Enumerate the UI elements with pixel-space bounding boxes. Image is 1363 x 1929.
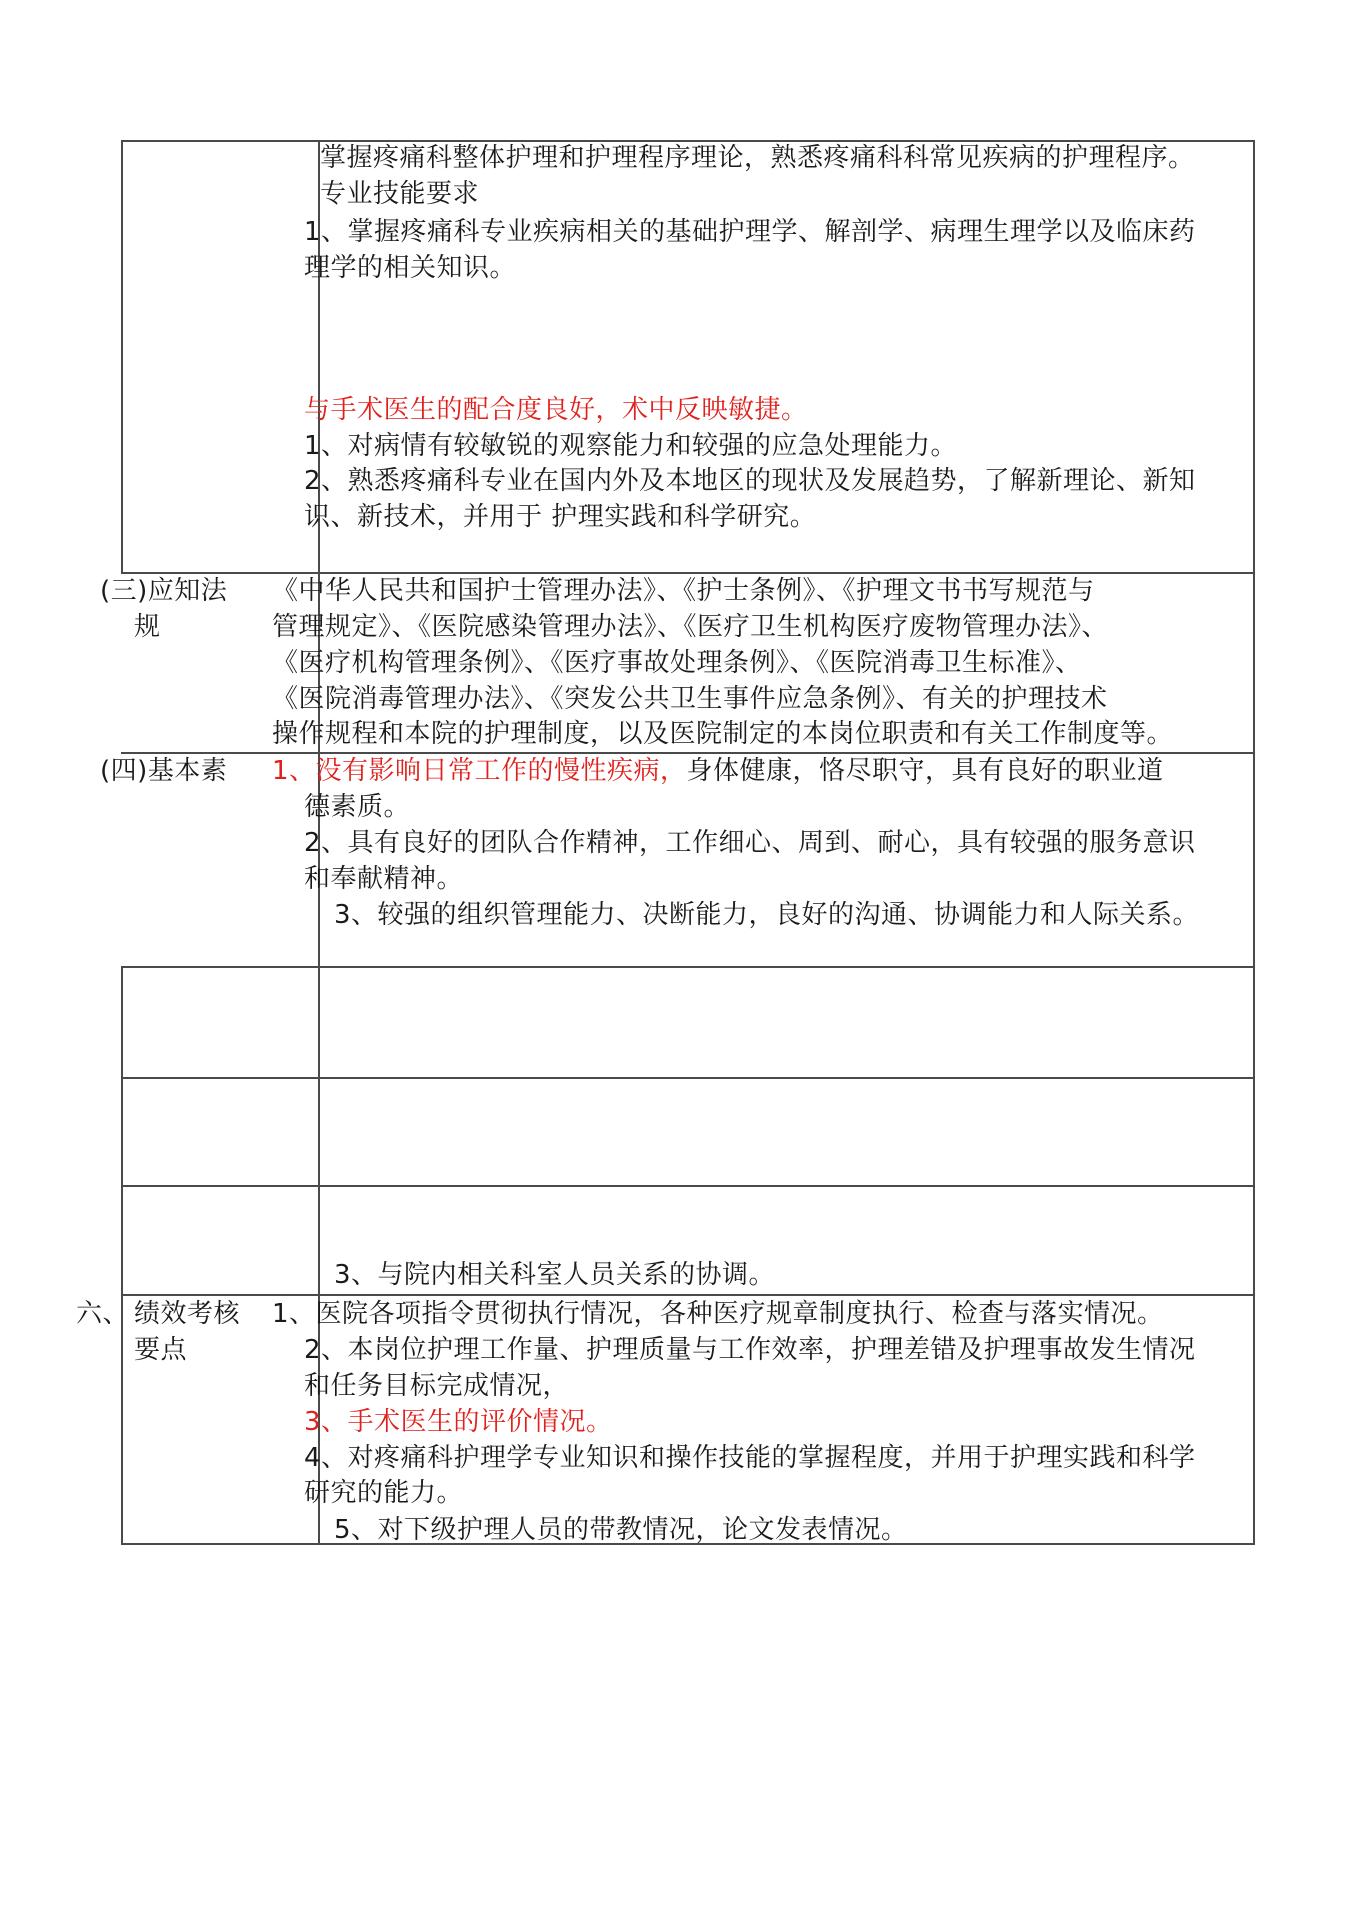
- quality-text: 身体健康，恪尽职守，具有良好的职业道: [686, 756, 1164, 786]
- regulation-text-line: 管理规定》、《医院感染管理办法》、《医疗卫生机构医疗废物管理办法》、: [272, 612, 1109, 642]
- regulation-text-line: 操作规程和本院的护理制度，以及医院制定的本岗位职责和有关工作制度等。: [272, 719, 1174, 749]
- skill-text-line: 掌握疼痛科整体护理和护理程序理论，熟悉疼痛科科常见疾病的护理程序。: [320, 143, 1195, 173]
- quality-text-line: 德素质。: [304, 792, 411, 822]
- row-divider: [121, 1077, 1255, 1079]
- highlight-text-line: 与手术医生的配合度良好，术中反映敏捷。: [304, 395, 808, 425]
- evaluation-text-line: 5、对下级护理人员的带教情况，论文发表情况。: [334, 1515, 908, 1545]
- table-right-border: [1253, 140, 1255, 1545]
- highlight-text: 1、没有影响日常工作的慢性疾病，: [272, 756, 687, 786]
- row-label: 规: [134, 612, 161, 642]
- regulation-text-line: 《中华人民共和国护士管理办法》、《护士条例》、《护理文书书写规范与: [272, 576, 1095, 606]
- quality-text-line: 2、具有良好的团队合作精神，工作细心、周到、耐心，具有较强的服务意识: [304, 828, 1196, 858]
- skill-text-line: 1、对病情有较敏锐的观察能力和较强的应急处理能力。: [304, 431, 958, 461]
- row-label: 要点: [134, 1335, 188, 1365]
- quality-text-line: [272, 753, 1164, 789]
- evaluation-text-line: 研究的能力。: [304, 1478, 464, 1508]
- coordination-text-line: 3、与院内相关科室人员关系的协调。: [334, 1260, 776, 1290]
- regulation-text-line: 《医疗机构管理条例》、《医疗事故处理条例》、《医院消毒卫生标准》、: [272, 648, 1082, 678]
- skill-text-line: 理学的相关知识。: [304, 253, 517, 283]
- table-left-border: [121, 140, 123, 572]
- regulation-text-line: 《医院消毒管理办法》、《突发公共卫生事件应急条例》、有关的护理技术: [272, 684, 1108, 714]
- evaluation-text-line: 和任务目标完成情况，: [304, 1371, 570, 1401]
- row-label: (四)基本素: [100, 756, 228, 786]
- skill-text-line: 识、新技术，并用于 护理实践和科学研究。: [304, 502, 817, 532]
- evaluation-text-line: 4、对疼痛科护理学专业知识和操作技能的掌握程度，并用于护理实践和科学: [304, 1443, 1196, 1473]
- row-label: (三)应知法: [100, 576, 228, 606]
- section-number: 六、: [76, 1299, 130, 1329]
- evaluation-text-line: 1、医院各项指令贯彻执行情况，各种医疗规章制度执行、检查与落实情况。: [272, 1299, 1164, 1329]
- row-divider: [121, 966, 1255, 968]
- skill-text-line: 1、掌握疼痛科专业疾病相关的基础护理学、解剖学、病理生理学以及临床药: [304, 217, 1196, 247]
- row-divider: [121, 1185, 1255, 1187]
- skill-requirements-heading: 专业技能要求: [320, 179, 480, 209]
- quality-text-line: 和奉献精神。: [304, 864, 464, 894]
- evaluation-text-line: 2、本岗位护理工作量、护理质量与工作效率，护理差错及护理事故发生情况: [304, 1335, 1196, 1365]
- highlight-text-line: 3、手术医生的评价情况。: [304, 1407, 613, 1437]
- row-label: 绩效考核: [134, 1299, 241, 1329]
- table-left-border: [121, 966, 123, 1545]
- skill-text-line: 2、熟悉疼痛科专业在国内外及本地区的现状及发展趋势，了解新理论、新知: [304, 466, 1196, 496]
- quality-text-line: 3、较强的组织管理能力、决断能力，良好的沟通、协调能力和人际关系。: [334, 900, 1200, 930]
